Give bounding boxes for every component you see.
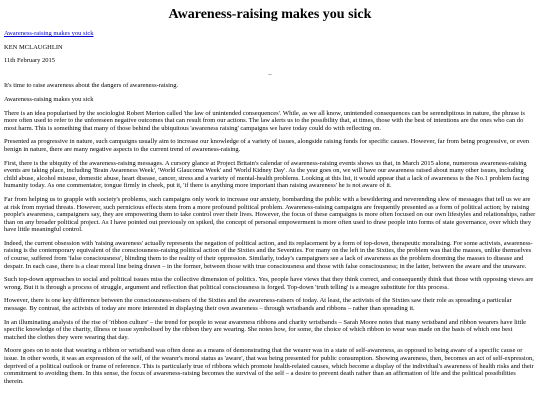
article-paragraph: Far from helping us to grapple with society's problems, such campaigns only work to increase our anxiety, bombarding the public with a bewildering and neverending slew of messages that tell us we are at risk from myriad threats. However, such pernicious effects stem from a more profound political problem. Awareness-raising campaigns are frequently presented as a form of political action; by raising people's awareness, campaigners say, they are empowering them to take control over their lives. However, the focus of these campaigns is more often focused on our own lifestyles and relationships, rather than on any broader political project. As I have pointed out previously on spiked, the concept of personal empowerment is more often used to draw people into forms of state governance, over which they have little meaningful control. (4, 195, 536, 234)
article-standfirst: It's time to raise awareness about the dangers of awareness-raising. (4, 82, 179, 90)
article-paragraph: First, there is the ubiquity of the awareness-raising messages. A cursory glance at Project Britain's calendar of awareness-raising events shows us that, in March 2015 alone, numerous awareness-raising events are taking place, including 'Brain Awareness Week', 'World Glaucoma Week' and 'World Kidney Day'. As the year goes on, we will have our awareness raised about many other issues, including child abuse, alcohol misuse, domestic abuse, heart disease, cancer, stress and a variety of mental-health problems. Looking at this list, it would appear that a lack of awareness is the No.1 problem facing humanity today. As one commentator, tongue firmly in cheek, put it, 'if there is anything more important than raising awareness' he is not aware of it. (4, 159, 529, 190)
section-separator: – (268, 70, 272, 78)
article-subtitle: Awareness-raising makes you sick (4, 95, 94, 103)
article-paragraph: Moore goes on to note that wearing a ribbon or wristband was often done as a means of demonstrating that the wearer was in a state of self-awareness, as opposed to being aware of a specific cause or issue. In other words, it was an expression of the self, of the wearer's moral status as 'aware', that was being presented for public consumption. Showing awareness, then, becomes an act of self-expression, deprived of a political outlook or frame of reference. This is particularly true of ribbons which promote health-related causes, which become a display of the individual's awareness of health risks and their commitment to avoiding them. In this sense, the focus of awareness-raising becomes the survival of the self – a desire to prevent death rather than an affirmation of life and the political possibilities therein. (4, 347, 534, 385)
article-title: Awareness-raising makes you sick (168, 7, 372, 22)
article-paragraph: However, there is one key difference between the consciousness-raisers of the Sixties and the awareness-raisers of today. At least, the activists of the Sixties saw their role as spreading a particular message. By contrast, the activists of today are more interested in displaying their own awareness – through wristbands and ribbons – rather than spreading it. (4, 297, 512, 313)
author-name: KEN MCLAUGHLIN (4, 43, 63, 51)
article-paragraph: Presented as progressive in nature, such campaigns usually aim to increase our knowledge of a variety of issues, alongside raising funds for specific causes. However, far from being progressive, or even benign in nature, there are many negative aspects to the current trend of awareness-raising. (4, 138, 530, 153)
publish-date: 11th February 2015 (4, 57, 56, 65)
article-paragraph: There is an idea popularised by the sociologist Robert Merton called 'the law of unintended consequences'. While, as we all know, unintended consequences can be serendipitous in nature, the phrase is more often used to refer to the unforeseen negative outcomes that can result from our actions. The law alerts us to the possibility that, at times, those with the best of intentions are the ones who can do most harm. This is something that many of those behind the ubiquitous 'awareness raising' campaigns we have today could do with reflecting on. (4, 109, 525, 132)
article-paragraph: In an illuminating analysis of the rise of 'ribbon culture' – the trend for people to wear awareness ribbons and charity wristbands – Sarah Moore notes that many wristband and ribbon wearers have little specific knowledge of the charity, illness or issue symbolised by the ribbon they are wearing. She notes how, for some, the choice of which ribbon to wear was made on the basis of which one best matched the clothes they were wearing that day. (4, 318, 527, 341)
article-paragraph: Such top-down approaches to social and political issues miss the collective dimension of politics. Yes, people have views that they think correct, and consequently think that those with opposing views are wrong. But it is through a process of struggle, argument and reflection that political consciousness is forged. Top-down 'truth telling' is a meagre substitute for this process. (4, 276, 534, 291)
article-link[interactable]: Awareness-raising makes you sick (4, 30, 94, 37)
article-paragraph: Indeed, the current obsession with 'raising awareness' actually represents the negation of political action, and its replacement by a form of top-down, therapeutic moralising. For some activists, awareness-raising is the contemporary equivalent of the consciousness-raising political action of the Sixties and the Seventies. For many on the left in the Sixties, the problem was that the masses, unlike themselves of course, suffered from 'false consciousness', blinding them to the reality of their oppression. Similarly, today's campaigners see a lack of awareness as the problem dooming the masses to disease and despair. In each case, there is a clear moral line being drawn – in the former, between those with true consciousness and those with false consciousness; in the latter, between the aware and the unaware. (4, 239, 533, 270)
